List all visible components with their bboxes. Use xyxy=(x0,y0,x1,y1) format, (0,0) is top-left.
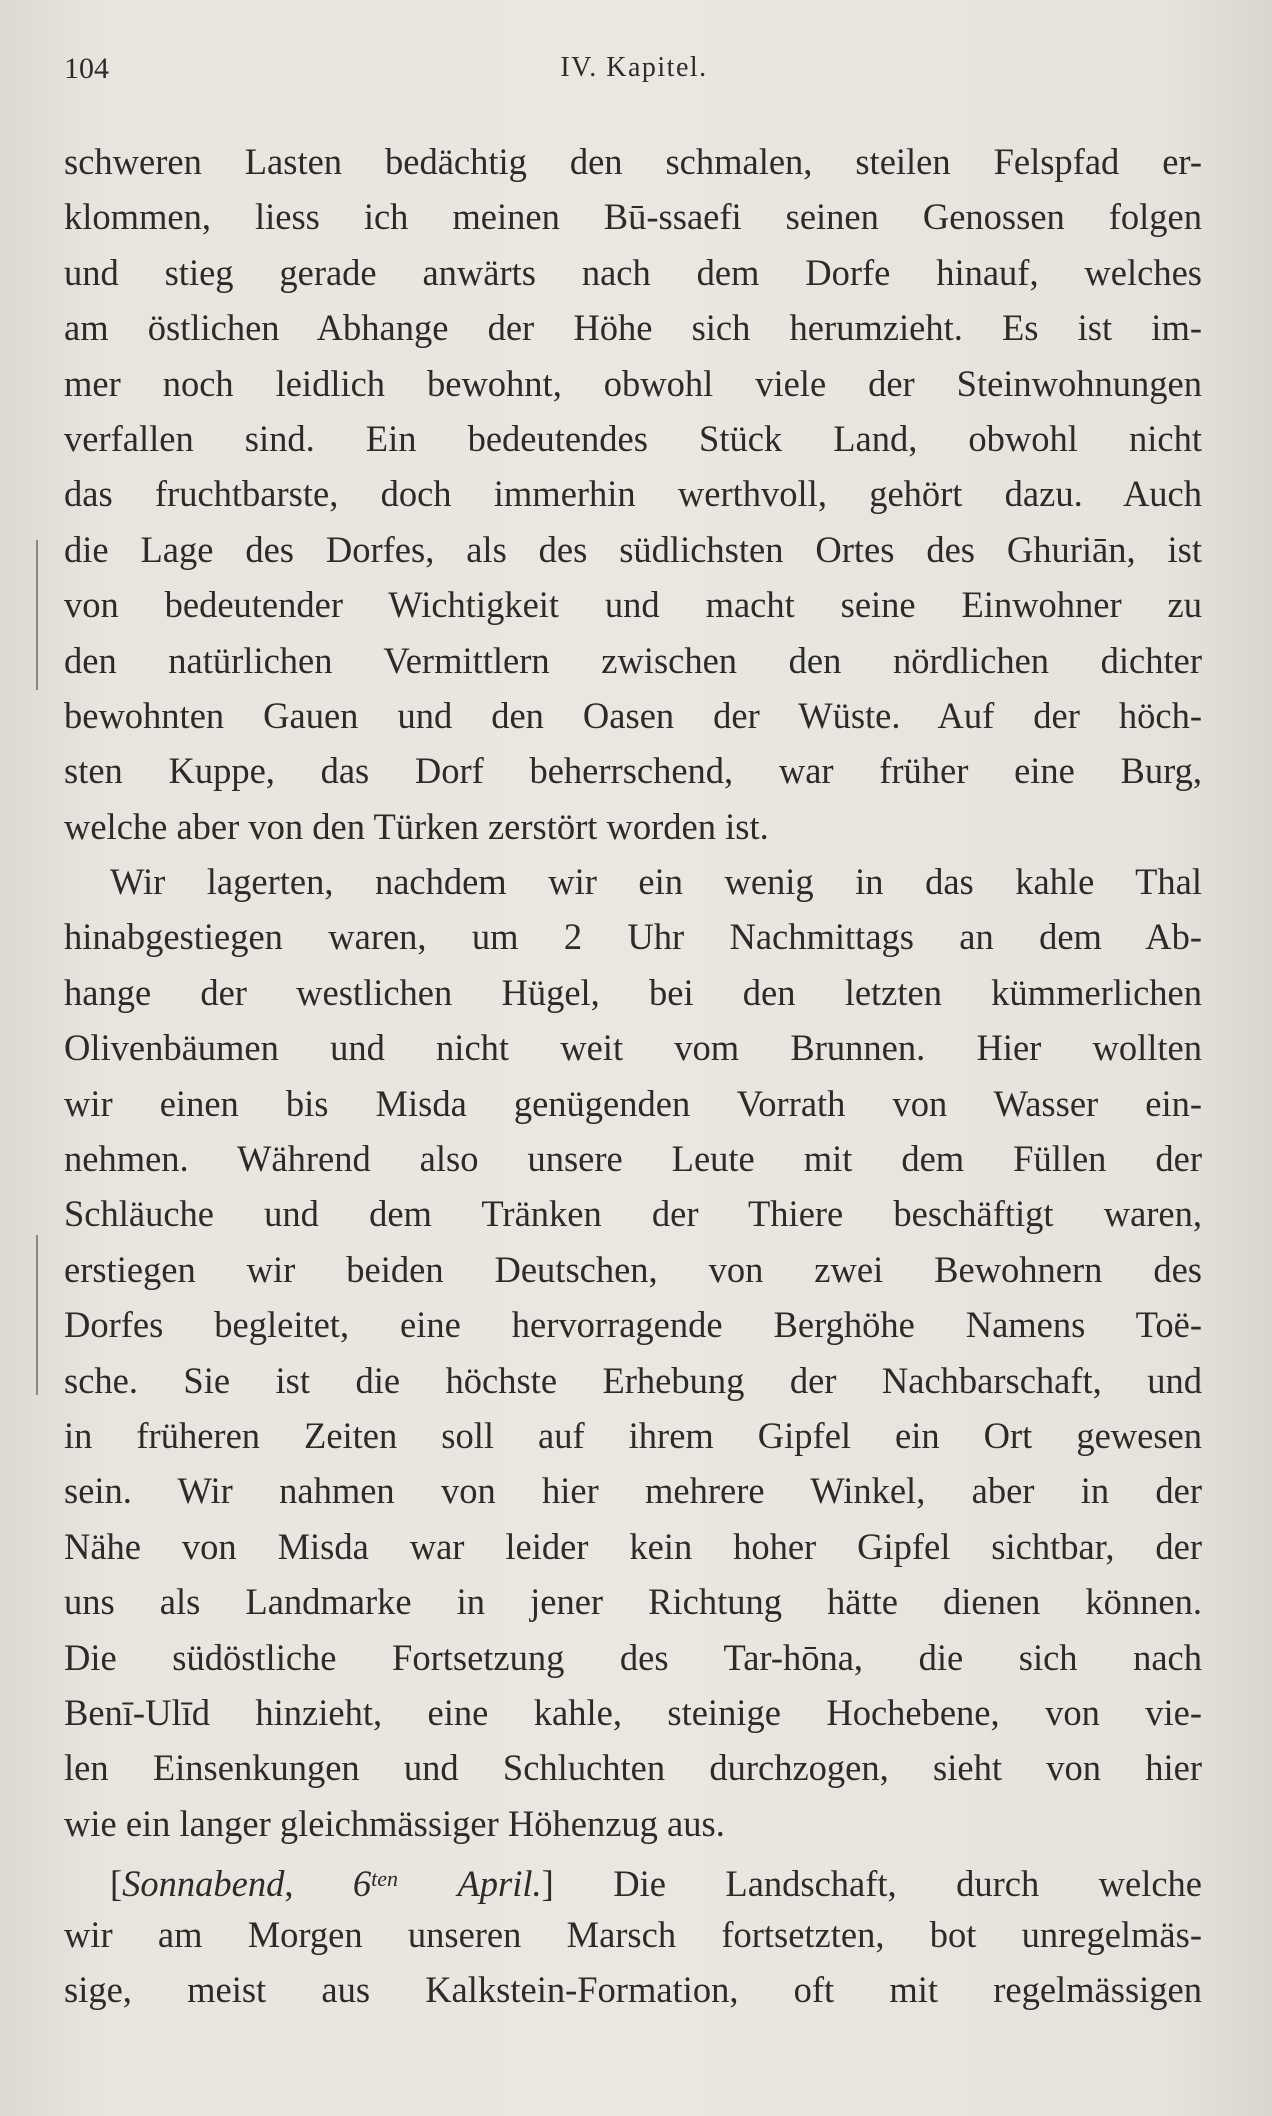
text-line: das fruchtbarste, doch immerhin werthvoll, gehört dazu. Auch xyxy=(64,473,1202,515)
line-text: Die Landschaft, durch welche xyxy=(613,1863,1202,1905)
text-line: uns als Landmarke in jener Richtung hätte dienen können. xyxy=(64,1581,1202,1623)
text-line: Die südöstliche Fortsetzung des Tar-hōna, die sich nach xyxy=(64,1636,1202,1678)
text-line: die Lage des Dorfes, als des südlichsten Ortes des Ghuriān, ist xyxy=(64,528,1202,570)
paragraph-1 xyxy=(64,134,1202,854)
margin-pencil-mark xyxy=(36,1235,38,1395)
paragraph-3 xyxy=(64,1851,1202,2017)
text-line: Benī-Ulīd hinzieht, eine kahle, steinige Hochebene, von vie- xyxy=(64,1691,1202,1733)
text-line: mer noch leidlich bewohnt, obwohl viele der Steinwohnungen xyxy=(64,362,1202,404)
text-line: wie ein langer gleichmässiger Höhenzug aus. xyxy=(64,1802,725,1844)
text-line: hange der westlichen Hügel, bei den letzten kümmerlichen xyxy=(64,971,1202,1013)
text-line: erstiegen wir beiden Deutschen, von zwei Bewohnern des xyxy=(64,1248,1202,1290)
body-text xyxy=(64,134,1202,2017)
text-line: sten Kuppe, das Dorf beherrschend, war früher eine Burg, xyxy=(64,750,1202,792)
text-line: von bedeutender Wichtigkeit und macht seine Einwohner zu xyxy=(64,584,1202,626)
text-line: am östlichen Abhange der Höhe sich herumzieht. Es ist im- xyxy=(64,307,1202,349)
date-bracket-close: ] xyxy=(541,1863,554,1905)
text-line xyxy=(64,1851,1202,1906)
text-line: klommen, liess ich meinen Bū-ssaefi seinen Genossen folgen xyxy=(64,196,1202,238)
text-line: wir einen bis Misda genügenden Vorrath von Wasser ein- xyxy=(64,1082,1202,1124)
text-line: welche aber von den Türken zerstört worden ist. xyxy=(64,805,769,847)
page-number: 104 xyxy=(64,52,109,85)
text-line: wir am Morgen unseren Marsch fortsetzten, bot unregelmäs- xyxy=(64,1913,1202,1955)
paragraph-2 xyxy=(64,854,1202,1851)
text-line: und stieg gerade anwärts nach dem Dorfe hinauf, welches xyxy=(64,251,1202,293)
running-head: IV. Kapitel. xyxy=(560,52,708,83)
text-line: Wir lagerten, nachdem wir ein wenig in das kahle Thal xyxy=(110,861,1202,903)
date-bracket-open: [ xyxy=(110,1863,123,1905)
text-line: den natürlichen Vermittlern zwischen den nördlichen dichter xyxy=(64,639,1202,681)
date-day: Sonnabend xyxy=(122,1863,285,1905)
date-superscript: ten xyxy=(371,1866,399,1892)
text-line: len Einsenkungen und Schluchten durchzogen, sieht von hier xyxy=(64,1747,1202,1789)
margin-pencil-mark xyxy=(36,540,38,690)
text-line: sein. Wir nahmen von hier mehrere Winkel, aber in der xyxy=(64,1470,1202,1512)
text-line: in früheren Zeiten soll auf ihrem Gipfel ein Ort gewesen xyxy=(64,1414,1202,1456)
text-line: Schläuche und dem Tränken der Thiere beschäftigt waren, xyxy=(64,1193,1202,1235)
text-line: nehmen. Während also unsere Leute mit dem Füllen der xyxy=(64,1138,1202,1180)
text-line: Dorfes begleitet, eine hervorragende Berghöhe Namens Toë- xyxy=(64,1304,1202,1346)
text-line: sche. Sie ist die höchste Erhebung der Nachbarschaft, und xyxy=(64,1359,1202,1401)
text-line: hinabgestiegen waren, um 2 Uhr Nachmittags an dem Ab- xyxy=(64,916,1202,958)
text-line: schweren Lasten bedächtig den schmalen, steilen Felspfad er- xyxy=(64,141,1202,182)
text-line: verfallen sind. Ein bedeutendes Stück Land, obwohl nicht xyxy=(64,417,1202,459)
text-line: sige, meist aus Kalkstein-Formation, oft mit regelmässigen xyxy=(64,1968,1202,2010)
text-line: Olivenbäumen und nicht weit vom Brunnen. Hier wollten xyxy=(64,1027,1202,1069)
date-month: April. xyxy=(457,1863,542,1905)
date-number: 6 xyxy=(352,1863,372,1905)
text-line: Nähe von Misda war leider kein hoher Gipfel sichtbar, der xyxy=(64,1525,1202,1567)
text-line: bewohnten Gauen und den Oasen der Wüste. Auf der höch- xyxy=(64,694,1202,736)
date-comma: , xyxy=(284,1863,294,1905)
page-header xyxy=(64,52,1204,102)
